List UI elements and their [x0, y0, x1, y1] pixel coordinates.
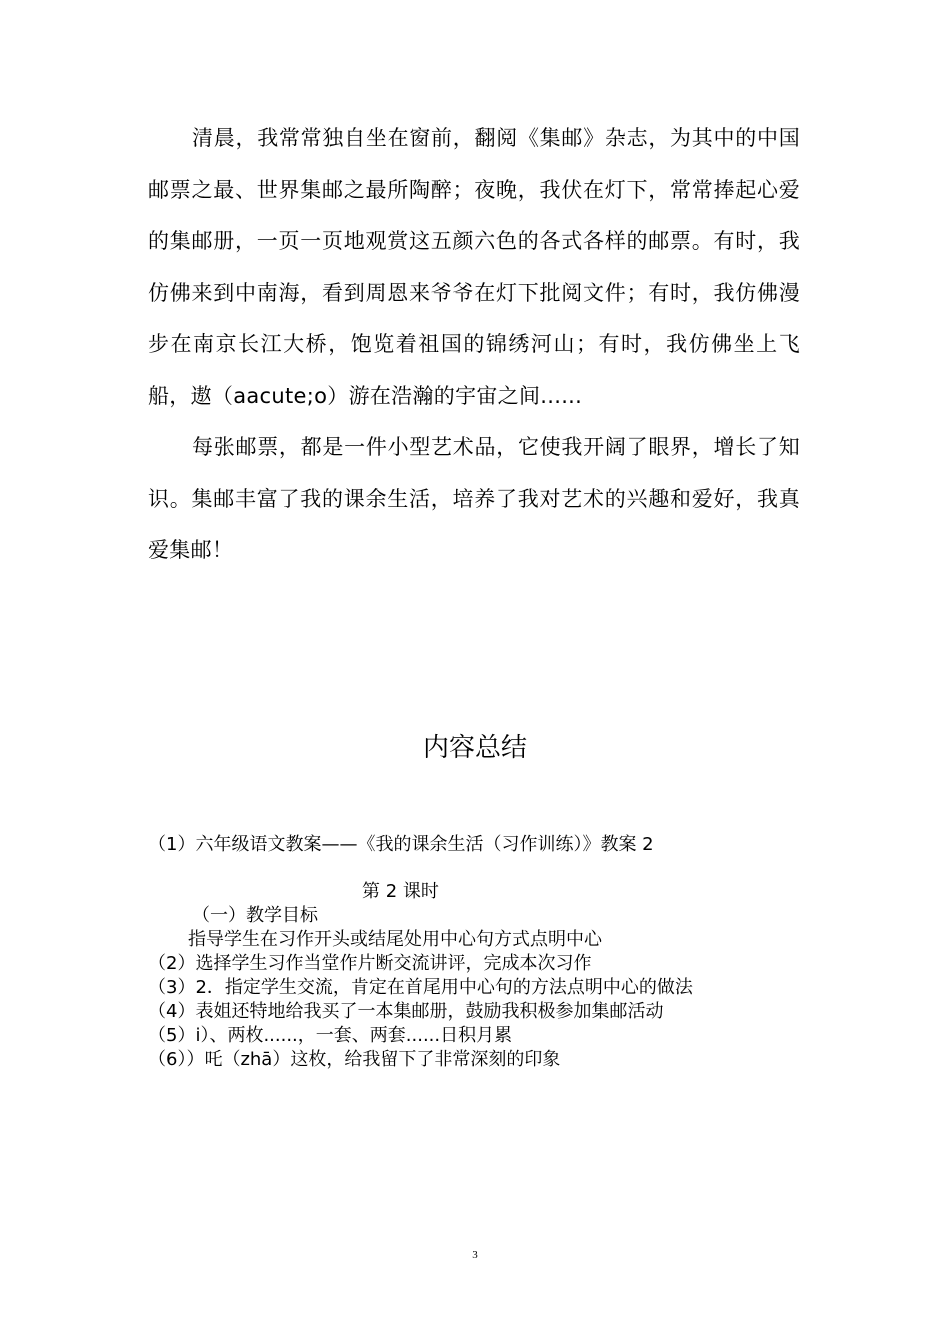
summary-item: （4）表姐还特地给我买了一本集邮册，鼓励我积极参加集邮活动 [148, 1001, 664, 1022]
essay-paragraph: 清晨，我常常独自坐在窗前，翻阅《集邮》杂志，为其中的中国邮票之最、世界集邮之最所陶醉；夜晚，我伏在灯下，常常捧起心爱的集邮册，一页一页地观赏这五颜六色的各式各样的邮票。有时，我仿佛来到中南海，看到周恩来爷爷在灯下批阅文件；有时，我仿佛漫步在南京长江大桥，饱览着祖国的锦绣河山；有时，我仿佛坐上飞船，遨（aacute;o）游在浩瀚的宇宙之间...... [148, 126, 800, 408]
summary-heading: （1）六年级语文教案——《我的课余生活（习作训练）》教案 2 [148, 834, 654, 855]
summary-item: （5）i）、两枚......，一套、两套......日积月累 [148, 1025, 513, 1046]
summary-lesson: 第 2 课时 [362, 881, 439, 902]
summary-title: 内容总结 [422, 733, 527, 763]
summary-item: （2）选择学生习作当堂作片断交流讲评，完成本次习作 [148, 953, 592, 974]
essay-paragraph: 每张邮票，都是一件小型艺术品，它使我开阔了眼界，增长了知识。集邮丰富了我的课余生活，培养了我对艺术的兴趣和爱好，我真爱集邮！ [148, 435, 800, 562]
essay-body [148, 113, 800, 577]
summary-goal-detail: 指导学生在习作开头或结尾处用中心句方式点明中心 [188, 929, 602, 950]
summary-item: （3）2．指定学生交流，肯定在首尾用中心句的方法点明中心的做法 [148, 977, 693, 998]
summary-section [148, 832, 828, 1072]
summary-item: （6））吒（zhā）这枚，给我留下了非常深刻的印象 [148, 1049, 561, 1070]
summary-goal: （一）教学目标 [192, 905, 318, 926]
page-number: 3 [472, 1249, 478, 1261]
